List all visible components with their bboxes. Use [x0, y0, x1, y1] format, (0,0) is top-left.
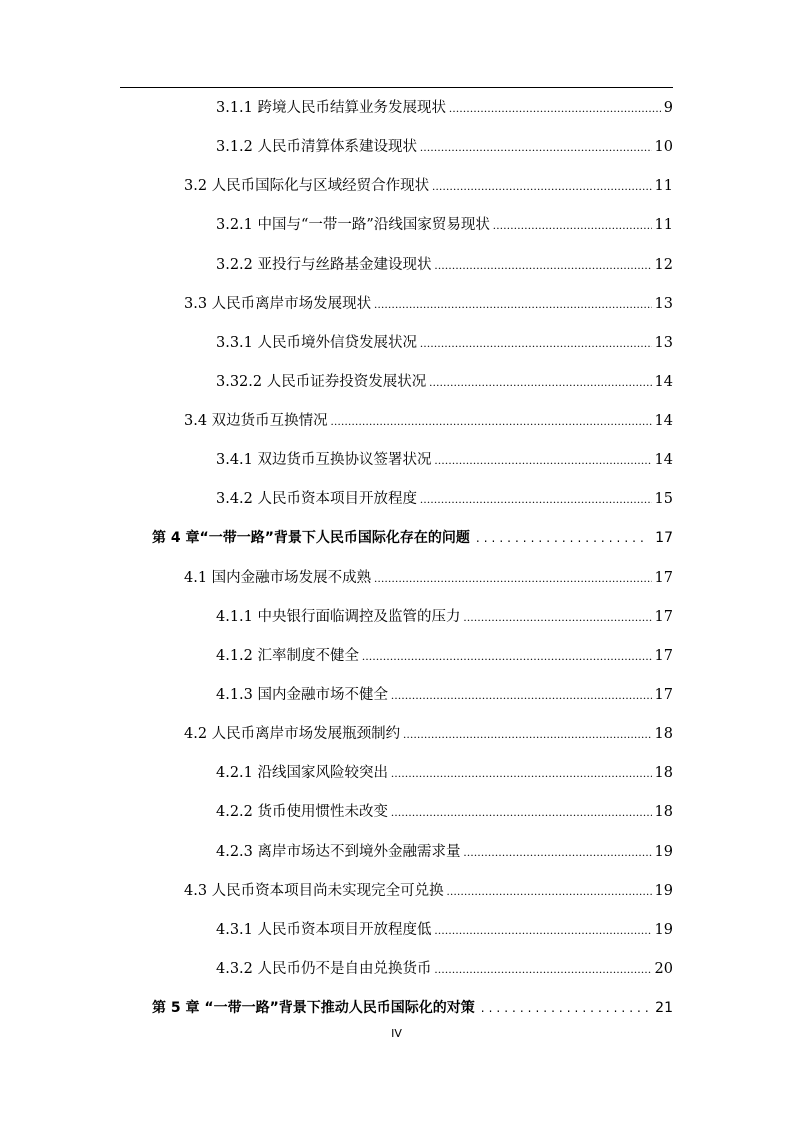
- toc-entry-title: 3.2 人民币国际化与区域经贸合作现状: [184, 178, 430, 194]
- toc-entry[interactable]: [216, 372, 673, 392]
- toc-entry[interactable]: [216, 802, 673, 822]
- dot-leader: [464, 607, 652, 627]
- toc-entry-page: 17: [654, 609, 673, 625]
- toc-entry-title: 4.3.1 人民币资本项目开放程度低: [216, 922, 432, 938]
- toc-entry-title: 3.1.2 人民币清算体系建设现状: [216, 139, 418, 155]
- dot-leader: [464, 842, 652, 862]
- dot-leader: [435, 920, 652, 940]
- toc-entry-page: 19: [654, 883, 673, 899]
- toc-entry-page: 18: [654, 804, 673, 820]
- toc-entry[interactable]: [216, 685, 673, 705]
- toc-entry-title: 4.2.2 货币使用惯性未改变: [216, 804, 389, 820]
- dot-leader: [435, 450, 652, 470]
- toc-entry[interactable]: [216, 98, 673, 118]
- toc-entry-page: 12: [654, 257, 673, 273]
- dot-leader: [362, 646, 652, 666]
- dot-leader: [391, 685, 652, 705]
- toc-entry-page: 11: [654, 178, 673, 194]
- toc-entry-title: 第 4 章“一带一路”背景下人民币国际化存在的问题: [152, 530, 470, 546]
- toc-entry[interactable]: [216, 489, 673, 509]
- toc-entry-title: 3.2.2 亚投行与丝路基金建设现状: [216, 257, 432, 273]
- dot-leader: [391, 763, 652, 783]
- dot-leader: [493, 215, 652, 235]
- toc-entry[interactable]: [216, 450, 673, 470]
- toc-entry-title: 第 5 章 “一带一路”背景下推动人民币国际化的对策: [152, 1000, 475, 1016]
- toc-entry-page: 17: [654, 648, 673, 664]
- dot-leader: [331, 411, 652, 431]
- toc-entry-page: 15: [654, 491, 673, 507]
- toc-entry-page: 20: [654, 961, 673, 977]
- toc-entry-title: 4.2.1 沿线国家风险较突出: [216, 765, 389, 781]
- toc-entry-title: 3.32.2 人民币证券投资发展状况: [216, 374, 427, 390]
- toc-entry-page: 18: [654, 726, 673, 742]
- toc-entry-title: 4.2 人民币离岸市场发展瓶颈制约: [184, 726, 401, 742]
- toc-entry-page: 19: [654, 844, 673, 860]
- dot-leader: [374, 294, 651, 314]
- toc-entry[interactable]: [184, 294, 673, 314]
- toc-entry-title: 3.3.1 人民币境外信贷发展状况: [216, 335, 418, 351]
- toc-entry[interactable]: [216, 646, 673, 666]
- dot-leader: [435, 255, 652, 275]
- toc-entry-title: 3.3 人民币离岸市场发展现状: [184, 296, 372, 312]
- toc-entry-title: 4.1.2 汇率制度不健全: [216, 648, 360, 664]
- toc-entry[interactable]: [216, 607, 673, 627]
- toc-entry-page: 14: [654, 413, 673, 429]
- dot-leader: [391, 802, 652, 822]
- toc-entry[interactable]: [216, 137, 673, 157]
- toc-entry-page: 18: [654, 765, 673, 781]
- toc-chapter-entry[interactable]: [152, 998, 673, 1018]
- toc-entry[interactable]: [216, 920, 673, 940]
- toc-entry[interactable]: [216, 959, 673, 979]
- toc-entry-page: 19: [654, 922, 673, 938]
- toc-entry-title: 3.4 双边货币互换情况: [184, 413, 328, 429]
- toc-entry-page: 14: [654, 374, 673, 390]
- toc-entry[interactable]: [184, 176, 673, 196]
- toc-entry-title: 3.2.1 中国与“一带一路”沿线国家贸易现状: [216, 217, 490, 233]
- toc-entry-title: 4.3 人民币资本项目尚未实现完全可兑换: [184, 883, 444, 899]
- dot-leader: [374, 568, 651, 588]
- toc-entry-page: 17: [654, 570, 673, 586]
- page-number: IV: [391, 1027, 402, 1040]
- toc-entry[interactable]: [216, 842, 673, 862]
- toc-chapter-entry[interactable]: [152, 528, 673, 548]
- toc-entry-page: 14: [654, 452, 673, 468]
- toc-entry[interactable]: [216, 333, 673, 353]
- toc-entry[interactable]: [184, 411, 673, 431]
- dot-leader: [476, 528, 649, 548]
- toc-entry[interactable]: [184, 881, 673, 901]
- toc-entry[interactable]: [216, 255, 673, 275]
- toc-entry[interactable]: [216, 763, 673, 783]
- toc-entry-page: 13: [654, 335, 673, 351]
- dot-leader: [447, 881, 652, 901]
- toc-entry-page: 10: [654, 139, 673, 155]
- toc-entry-title: 4.1.3 国内金融市场不健全: [216, 687, 389, 703]
- toc-entry-title: 3.4.2 人民币资本项目开放程度: [216, 491, 418, 507]
- toc-entry[interactable]: [216, 215, 673, 235]
- toc-entry-title: 4.2.3 离岸市场达不到境外金融需求量: [216, 844, 461, 860]
- toc-entry-title: 4.3.2 人民币仍不是自由兑换货币: [216, 961, 432, 977]
- toc-entry-title: 3.4.1 双边货币互换协议签署状况: [216, 452, 432, 468]
- toc-entry-title: 3.1.1 跨境人民币结算业务发展现状: [216, 100, 447, 116]
- dot-leader: [481, 998, 649, 1018]
- toc-entry-page: 9: [663, 100, 673, 116]
- toc-entry-page: 21: [655, 1000, 673, 1016]
- dot-leader: [420, 333, 652, 353]
- toc-entry-page: 17: [654, 687, 673, 703]
- toc-entry-title: 4.1.1 中央银行面临调控及监管的压力: [216, 609, 461, 625]
- toc-entry-page: 11: [654, 217, 673, 233]
- dot-leader: [403, 724, 651, 744]
- dot-leader: [432, 176, 651, 196]
- toc-entry[interactable]: [184, 568, 673, 588]
- toc-entry[interactable]: [184, 724, 673, 744]
- toc-entry-page: 13: [654, 296, 673, 312]
- dot-leader: [420, 489, 652, 509]
- toc-entry-title: 4.1 国内金融市场发展不成熟: [184, 570, 372, 586]
- dot-leader: [449, 98, 661, 118]
- toc-entry-page: 17: [655, 530, 673, 546]
- dot-leader: [420, 137, 652, 157]
- dot-leader: [429, 372, 651, 392]
- dot-leader: [435, 959, 652, 979]
